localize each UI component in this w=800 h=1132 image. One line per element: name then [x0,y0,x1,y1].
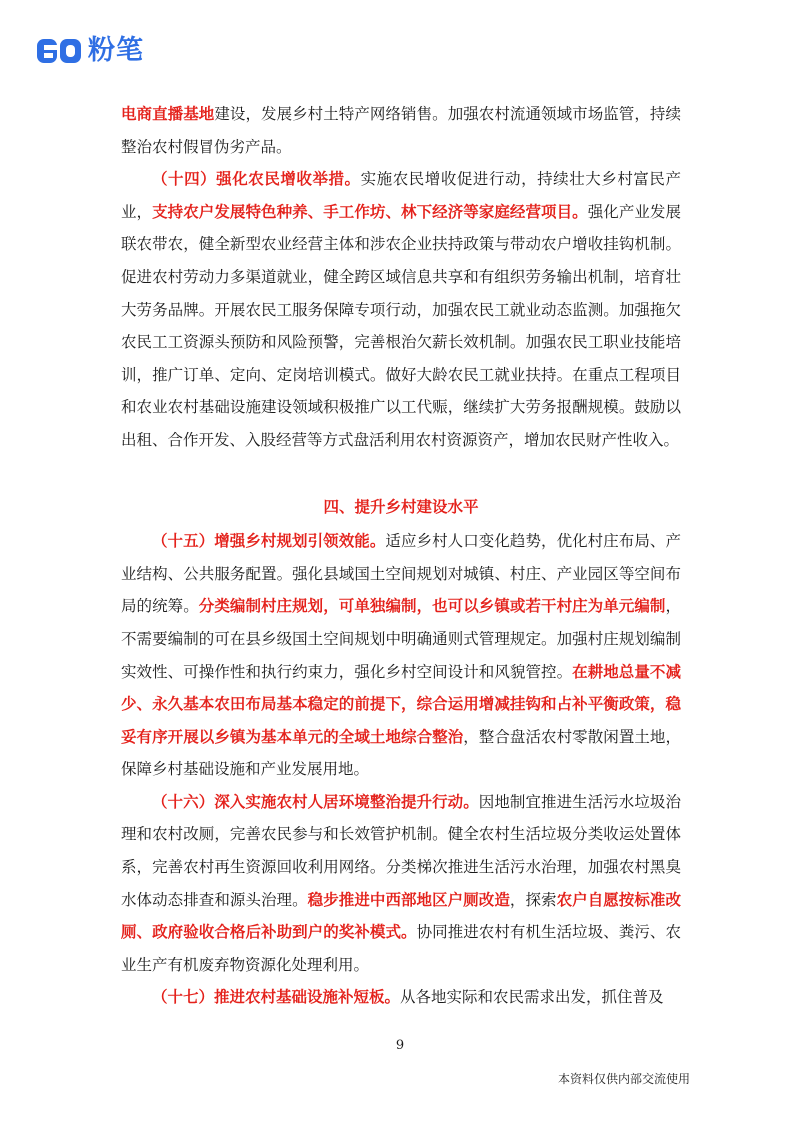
fb-logo-mark-icon [36,36,82,66]
logo-text: 粉笔 [88,35,144,66]
paragraph [121,163,681,456]
footer-note: 本资料仅供内部交流使用 [557,1072,690,1086]
highlighted-text: 电商直播基地 [121,104,215,123]
section-heading: 四、提升乡村建设水平 [323,496,479,516]
paragraph [121,981,681,1014]
highlighted-text: （十五）增强乡村规划引领效能。 [152,531,386,551]
body-text: 实施农民增收促进行动，持续壮大乡村富民产业， [121,170,681,221]
highlighted-text: （十六）深入实施农村人居环境整治提升行动。 [152,791,479,811]
highlighted-text: 农户自愿按标准改厕、政府验收合格后补助到户的奖补模式。 [121,889,681,942]
body-text: ，探索 [509,890,557,909]
paragraph [121,525,681,786]
highlighted-text: 分类编制村庄规划，可单独编制，也可以乡镇或若干村庄为单元编制 [198,596,666,616]
body-text: 建设，发展乡村土特产网络销售。加强农村流通领域市场监管，持续整治农村假冒伪劣产品。 [121,105,681,156]
highlighted-text: 稳步推进中西部地区户厕改造 [307,889,510,909]
body-text: 因地制宜推进生活污水垃圾治理和农村改厕，完善农民参与和长效管护机制。健全农村生活垃圾分类收运处置体系，完善农村再生资源回收利用网络。分类梯次推进生活污水治理，加强农村黑臭水体动态排查和源头治理。 [121,792,681,909]
body-text: 适应乡村人口变化趋势，优化村庄布局、产业结构、公共服务配置。强化县域国土空间规划对城镇、村庄、产业园区等空间布局的统筹。 [121,532,681,616]
body-text: ，整合盘活农村零散闲置土地，保障乡村基础设施和产业发展用地。 [121,727,681,779]
highlighted-text: 支持农户发展特色种养、手工作坊、林下经济等家庭经营项目。 [152,201,588,221]
document-body [121,98,681,1014]
body-text: ，不需要编制的可在县乡级国土空间规划中明确通则式管理规定。加强村庄规划编制实效性、可操作性和执行约束力，强化乡村空间设计和风貌管控。 [121,597,681,681]
page-number: 9 [395,1038,405,1053]
body-text: 强化产业发展联农带农，健全新型农业经营主体和涉农企业扶持政策与带动农户增收挂钩机制。促进农村劳动力多渠道就业，健全跨区域信息共享和有组织劳务输出机制，培育壮大劳务品牌。开展农民工服务保障专项行动，加强农民工就业动态监测。加强拖欠农民工工资源头预防和风险预警，完善根治欠薪长效机制。加强农民工职业技能培训，推广订单、定向、定岗培训模式。做好大龄农民工就业扶持。在重点工程项目和农业农村基础设施建设领域积极推广以工代赈，继续扩大劳务报酬规模。鼓励以出租、合作开发、入股经营等方式盘活利用农村资源资产，增加农民财产性收入。 [121,202,681,449]
brand-logo [36,34,144,68]
highlighted-text: （十四）强化农民增收举措。 [152,169,361,189]
body-text: 协同推进农村有机生活垃圾、粪污、农业生产有机废弃物资源化处理利用。 [121,923,681,974]
body-text: 从各地实际和农民需求出发，抓住普及 [400,988,664,1007]
paragraph-group-1 [121,98,681,457]
paragraph [121,786,681,982]
highlighted-text: 在耕地总量不减少、永久基本农田布局基本稳定的前提下，综合运用增减挂钩和占补平衡政策，稳妥有序开展以乡镇为基本单元的全域土地综合整治 [121,661,681,746]
highlighted-text: （十七）推进农村基础设施补短板。 [152,987,401,1007]
paragraph [121,98,681,163]
paragraph-group-2 [121,525,681,1014]
